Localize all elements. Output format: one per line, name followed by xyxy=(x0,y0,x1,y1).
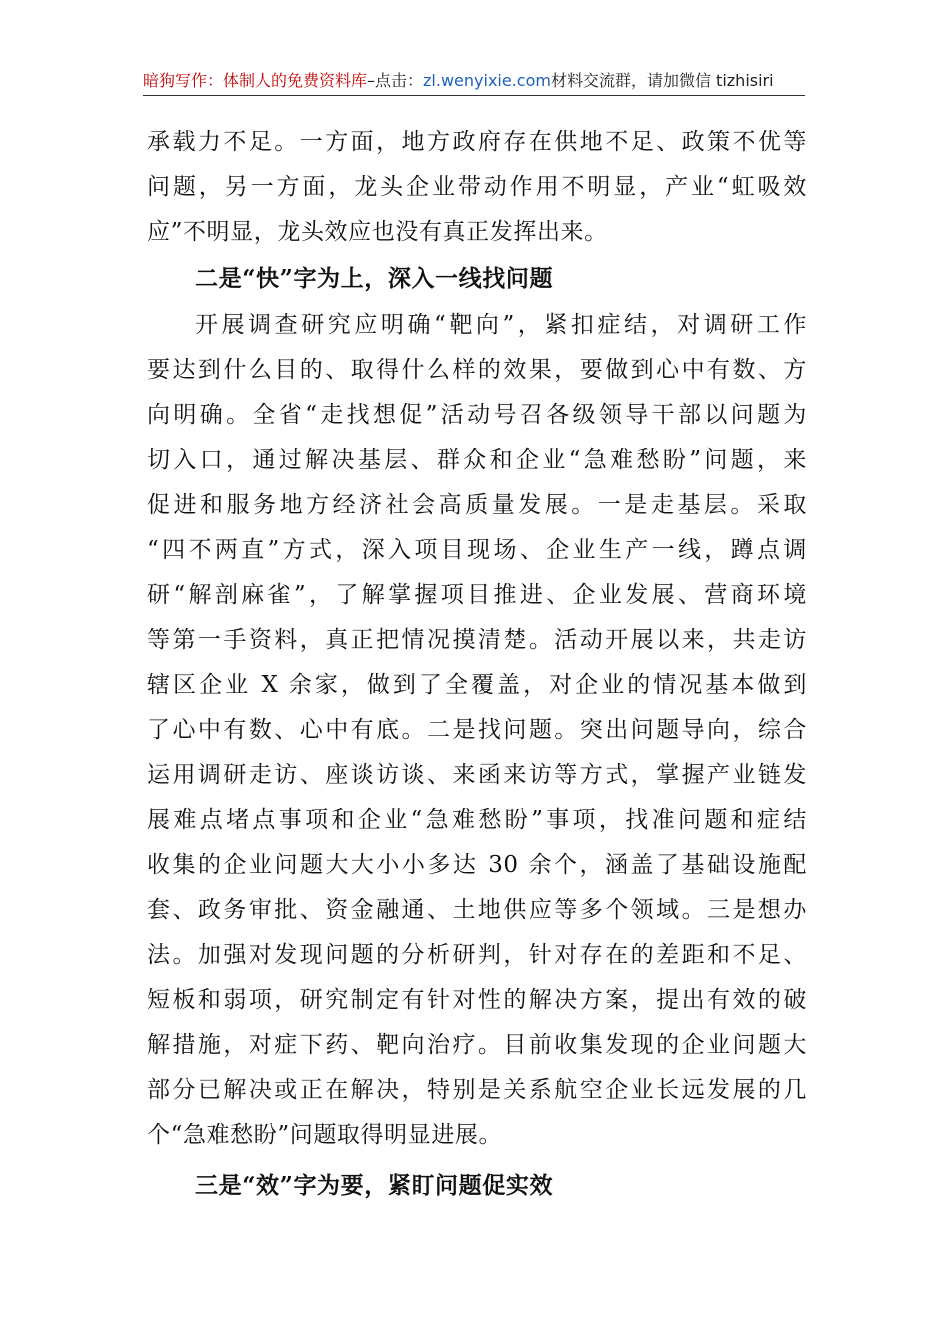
text-line: 解措施，对症下药、靶向治疗。目前收集发现的企业问题大 xyxy=(147,1032,807,1058)
text-line: 个“急难愁盼”问题取得明显进展。 xyxy=(147,1122,503,1148)
text-line: 促进和服务地方经济社会高质量发展。一是走基层。采取 xyxy=(147,492,807,518)
text-line: 了心中有数、心中有底。二是找问题。突出问题导向，综合 xyxy=(147,717,807,743)
text-line: 等第一手资料，真正把情况摸清楚。活动开展以来，共走访 xyxy=(147,627,807,653)
page-header xyxy=(143,70,805,92)
header-brand: 暗狗写作：体制人的免费资料库 xyxy=(143,71,368,90)
section-heading-2: 二是“快”字为上，深入一线找问题 xyxy=(195,265,554,292)
text-line: 运用调研走访、座谈访谈、来函来访等方式，掌握产业链发 xyxy=(147,762,807,788)
text-line: 展难点堵点事项和企业“急难愁盼”事项，找准问题和症结 xyxy=(147,807,807,833)
text-line: 承载力不足。一方面，地方政府存在供地不足、政策不优等 xyxy=(147,129,807,155)
text-line: 收集的企业问题大大小小多达 30 余个，涵盖了基础设施配 xyxy=(147,852,807,878)
text-line: 切入口，通过解决基层、群众和企业“急难愁盼”问题，来 xyxy=(147,447,807,473)
text-line: 套、政务审批、资金融通、土地供应等多个领域。三是想办 xyxy=(147,897,807,923)
text-line: 向明确。全省“走找想促”活动号召各级领导干部以问题为 xyxy=(147,402,807,428)
text-line: “四不两直”方式，深入项目现场、企业生产一线，蹲点调 xyxy=(147,537,807,563)
text-line: 问题，另一方面，龙头企业带动作用不明显，产业“虹吸效 xyxy=(147,174,807,200)
header-url-link[interactable]: zl.wenyixie.com xyxy=(423,71,551,90)
text-line: 法。加强对发现问题的分析研判，针对存在的差距和不足、 xyxy=(147,942,807,968)
text-line: 部分已解决或正在解决，特别是关系航空企业长远发展的几 xyxy=(147,1077,807,1103)
text-line: 研“解剖麻雀”，了解掌握项目推进、企业发展、营商环境 xyxy=(147,582,807,608)
document-body xyxy=(147,120,807,1210)
text-line: 短板和弱项，研究制定有针对性的解决方案，提出有效的破 xyxy=(147,987,807,1013)
header-separator: –点击： xyxy=(367,71,424,90)
section-heading-3: 三是“效”字为要，紧盯问题促实效 xyxy=(195,1172,554,1199)
header-suffix: 材料交流群，请加微信 tizhisiri xyxy=(550,71,774,90)
text-line: 辖区企业 X 余家，做到了全覆盖，对企业的情况基本做到 xyxy=(147,672,807,698)
text-line: 开展调查研究应明确“靶向”，紧扣症结，对调研工作 xyxy=(195,312,807,338)
text-line: 要达到什么目的、取得什么样的效果，要做到心中有数、方 xyxy=(147,357,807,383)
header-divider xyxy=(143,95,805,96)
text-line: 应”不明显，龙头效应也没有真正发挥出来。 xyxy=(147,219,608,245)
